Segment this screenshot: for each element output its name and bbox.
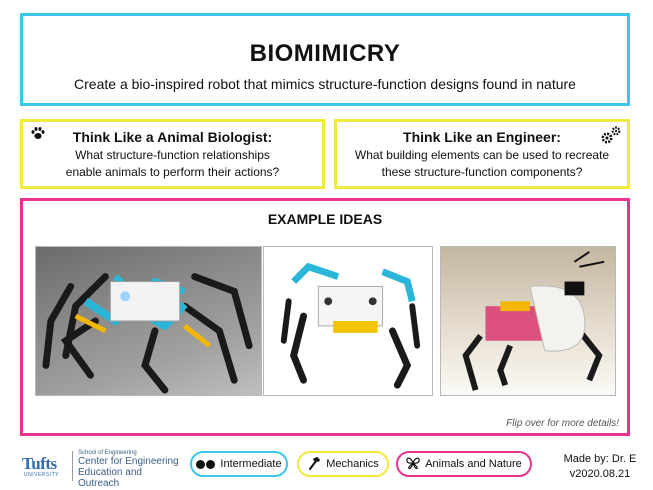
title-panel [20,13,630,106]
hammer-icon [307,456,321,473]
biologist-panel [20,119,325,189]
paw-icon [30,125,46,146]
butterfly-icon [406,457,420,472]
spider-robot-photo [35,246,262,396]
page-subtitle: Create a bio-inspired robot that mimics structure-function designs found in nature [74,76,576,92]
engineer-question-line-2: these structure-function components? [381,165,583,179]
difficulty-dots-icon [196,460,215,469]
version-label: v2020.08.21 [569,468,631,480]
biologist-heading: Think Like a Animal Biologist: [72,129,273,145]
author-credit [560,452,640,482]
topic-tag [396,451,532,477]
ceeo-line-1: Center for Engineering [78,456,179,467]
logo-divider [72,451,73,481]
mechanics-label: Mechanics [326,458,379,470]
insect-robot-photo [440,246,616,396]
example-ideas-panel [20,198,630,436]
crawler-robot-photo [263,246,433,396]
ceeo-logo-text [78,450,182,489]
engineer-heading: Think Like an Engineer: [403,129,561,145]
tufts-wordmark: Tufts [22,454,57,473]
tufts-university-label: UNIVERSITY [24,472,60,478]
made-by-label: Made by: Dr. E [563,453,637,465]
biologist-question-line-1: What structure-function relationships [75,148,270,162]
flip-over-note: Flip over for more details! [506,418,619,429]
engineer-panel [334,119,630,189]
page-title: BIOMIMICRY [249,40,401,67]
school-of-engineering-label: School of Engineering [78,450,137,456]
mechanics-tag [297,451,389,477]
engineer-question-line-1: What building elements can be used to recreate [354,148,610,162]
difficulty-label: Intermediate [220,458,282,470]
topic-label: Animals and Nature [425,458,522,470]
tufts-ceeo-logo [22,448,182,489]
ceeo-line-2: Education and Outreach [78,467,142,489]
biologist-question-line-2: enable animals to perform their actions? [65,165,280,179]
difficulty-tag [190,451,288,477]
example-ideas-title: EXAMPLE IDEAS [267,211,383,227]
gears-icon [600,125,622,150]
